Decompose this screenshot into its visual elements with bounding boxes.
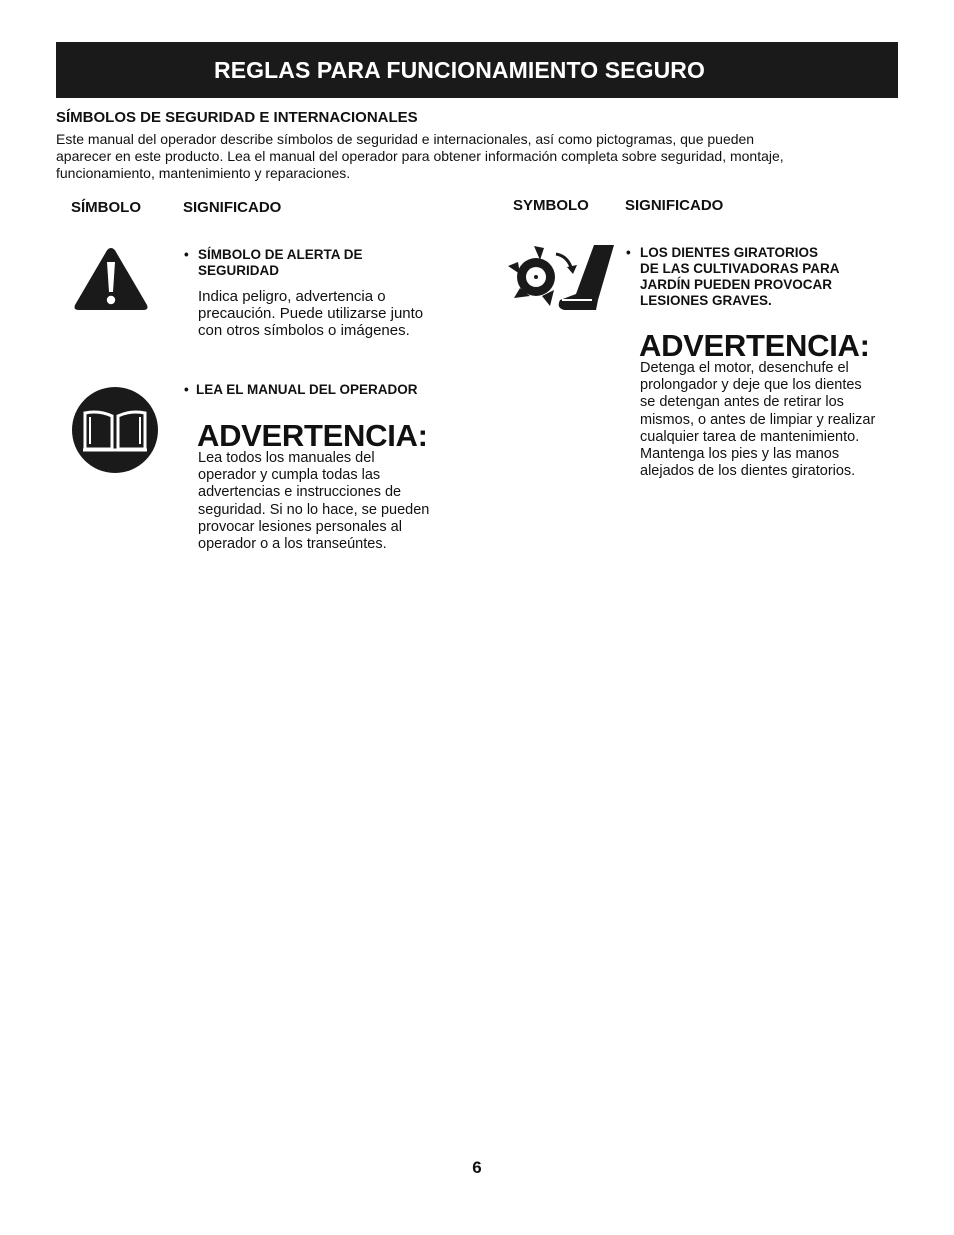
body-line: con otros símbolos o imágenes. xyxy=(198,322,410,340)
body-line: Mantenga los pies y las manos xyxy=(640,446,840,463)
body-line: operador y cumpla todas las xyxy=(198,467,381,484)
title-line: LEA EL MANUAL DEL OPERADOR xyxy=(196,382,418,397)
intro-line: funcionamiento, mantenimiento y reparaciones. xyxy=(56,165,351,181)
title-line: SEGURIDAD xyxy=(198,263,280,278)
body-line: advertencias e instrucciones de xyxy=(198,484,402,501)
page-number: 6 xyxy=(472,1158,482,1177)
rotating-tines-title xyxy=(626,245,896,309)
intro-line: aparecer en este producto. Lea el manual del operador para obtener información completa sobre seguridad, montaje, xyxy=(56,148,784,164)
body-line: Indica peligro, advertencia o xyxy=(198,288,386,305)
bullet: • xyxy=(626,245,631,260)
rotating-tines-description xyxy=(640,360,900,480)
body-line: precaución. Puede utilizarse junto xyxy=(198,305,424,323)
intro-paragraph xyxy=(56,131,901,182)
bullet: • xyxy=(184,382,189,397)
body-line: cualquier tarea de mantenimiento. xyxy=(640,428,860,445)
body-line: Detenga el motor, desenchufe el xyxy=(640,360,849,376)
warning-title: ADVERTENCIA: xyxy=(639,328,870,363)
read-manual-description xyxy=(198,450,463,553)
body-line: seguridad. Si no lo hace, se pueden xyxy=(198,501,430,518)
section-heading: SÍMBOLOS DE SEGURIDAD E INTERNACIONALES xyxy=(56,109,418,126)
safety-alert-title xyxy=(184,247,444,279)
body-line: se detengan antes de retirar los xyxy=(640,394,844,411)
read-manual-title xyxy=(184,382,464,398)
section-banner xyxy=(56,42,898,98)
body-line: operador o a los transeúntes. xyxy=(198,536,387,553)
title-line: LESIONES GRAVES. xyxy=(640,293,772,308)
right-symbol-header: SYMBOLO xyxy=(513,197,589,214)
left-meaning-header: SIGNIFICADO xyxy=(183,199,282,216)
body-line: prolongador y deje que los dientes xyxy=(640,377,862,394)
title-line: JARDÍN PUEDEN PROVOCAR xyxy=(640,277,833,292)
page-title: REGLAS PARA FUNCIONAMIENTO SEGURO xyxy=(214,56,706,83)
body-line: Lea todos los manuales del xyxy=(198,450,375,466)
safety-alert-triangle-icon xyxy=(71,244,151,319)
left-symbol-header: SÍMBOLO xyxy=(71,199,141,216)
read-manual-book-icon xyxy=(71,386,159,479)
body-line: provocar lesiones personales al xyxy=(198,518,402,535)
title-line: DE LAS CULTIVADORAS PARA xyxy=(640,261,840,276)
title-line: LOS DIENTES GIRATORIOS xyxy=(640,245,819,260)
right-meaning-header: SIGNIFICADO xyxy=(625,197,724,214)
warning-title: ADVERTENCIA: xyxy=(197,418,428,453)
intro-line: Este manual del operador describe símbolos de seguridad e internacionales, así como pictogramas, que pueden xyxy=(56,131,755,147)
body-line: alejados de los dientes giratorios. xyxy=(640,463,856,480)
title-line: SÍMBOLO DE ALERTA DE xyxy=(198,247,363,262)
body-line: mismos, o antes de limpiar y realizar xyxy=(640,411,876,428)
rotating-tines-foot-icon xyxy=(504,240,616,319)
safety-alert-description xyxy=(198,288,458,340)
bullet: • xyxy=(184,247,189,262)
